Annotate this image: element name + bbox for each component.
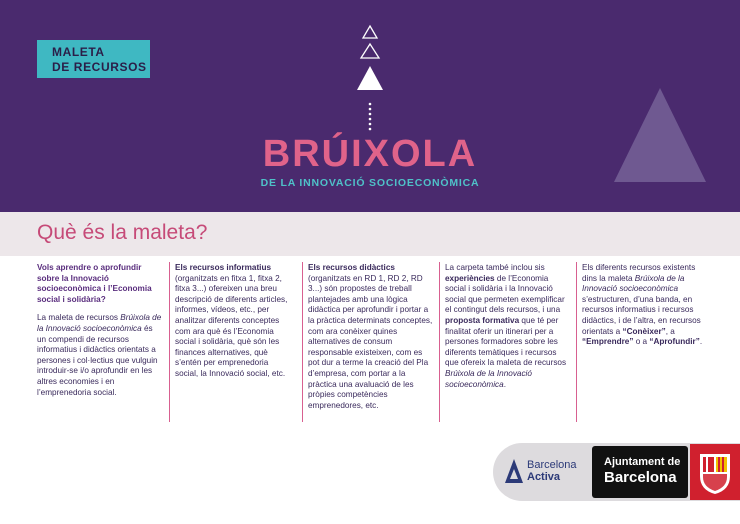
medium-triangle-outline-icon [361,44,379,58]
barcelona-activa-text-1: Barcelona [527,459,577,471]
column-3-text: Els recursos didàctics (organitzats en RD 1, RD 2, RD 3...) són propostes de treball plantejades amb una lògica didàctica per aprofundir i portar a la pràctica determinats conceptes, com ara conèixer quines alternatives de consum responsable existeixen, com es pot dur a terme la creació del Pla d’empresa, com portar a la pràctica una avaluació de les pròpies competències emprenedores, etc. [308,263,433,410]
column-divider-3 [439,262,440,422]
tag-line-1: MALETA [52,45,105,59]
header-banner [0,0,740,212]
column-divider-2 [302,262,303,422]
column-1-text: La maleta de recursos Brúixola de la Innovació socioeconòmica és un compendi de recursos informatius i didàctics orientats a persones i col·lectius que vulguin introduir-se i/o aprofundir en les altres economies i en l’emprenedoria social. [37,313,162,397]
column-divider-4 [576,262,577,422]
barcelona-activa-mark-icon [505,459,523,483]
tag-line-2: DE RECURSOS [52,60,147,74]
ajuntament-logo [592,446,688,498]
column-1-lead: Vols aprendre o aprofundir sobre la Innovació socioeconòmica i l’Economia social i solidària? [37,263,152,304]
barcelona-activa-logo [505,457,595,487]
dotted-line-icon [369,103,372,131]
column-4-text: La carpeta també inclou sis experiències de l’Economia social i solidària i la Innovació social que permeten exemplificar el contingut dels recursos, i una proposta formativa que té per finalitat oferir un itinerari per a persones formadores sobre les diferents temàtiques i recursos que ofereix la maleta de recursos Brúixola de la Innovació socioeconòmica. [445,263,567,389]
barcelona-shield-icon [690,444,740,500]
maleta-tag [37,40,150,78]
ajuntament-text-1: Ajuntament de [604,456,681,468]
column-5-text: Els diferents recursos existents dins la maleta Brúixola de la Innovació socioeconòmica s’estructuren, d’una banda, en recursos informatius i recursos didàctics, i de l’altra, en recursos orientats a “Conèixer”, a “Emprendre” o a “Aprofundir”. [582,263,703,347]
barcelona-activa-text-2: Activa [527,471,561,483]
section-band [0,212,740,256]
column-2 [175,263,293,388]
brand-subtitle: DE LA INNOVACIÓ SOCIOECONÒMICA [260,177,480,189]
column-2-text: Els recursos informatius (organitzats en fitxa 1, fitxa 2, fitxa 3...) ofereixen una breu descripció de diferents articles, informes, vídeos, etc., per analitzar diferents conceptes com ara què és l’Economia social i solidària, què són les finances alternatives, què s’entén per emprenedoria social, la Innovació social, etc. [175,263,288,378]
column-4 [445,263,570,398]
column-1 [37,263,163,406]
solid-triangle-icon [357,66,383,90]
section-heading: Què és la maleta? [37,221,208,244]
brand-title: BRÚIXOLA [262,133,478,175]
ajuntament-text-2: Barcelona [604,469,677,486]
column-3 [308,263,434,419]
column-divider-1 [169,262,170,422]
large-triangle-icon [614,88,706,182]
small-triangle-outline-icon [363,26,377,38]
column-5 [582,263,706,356]
